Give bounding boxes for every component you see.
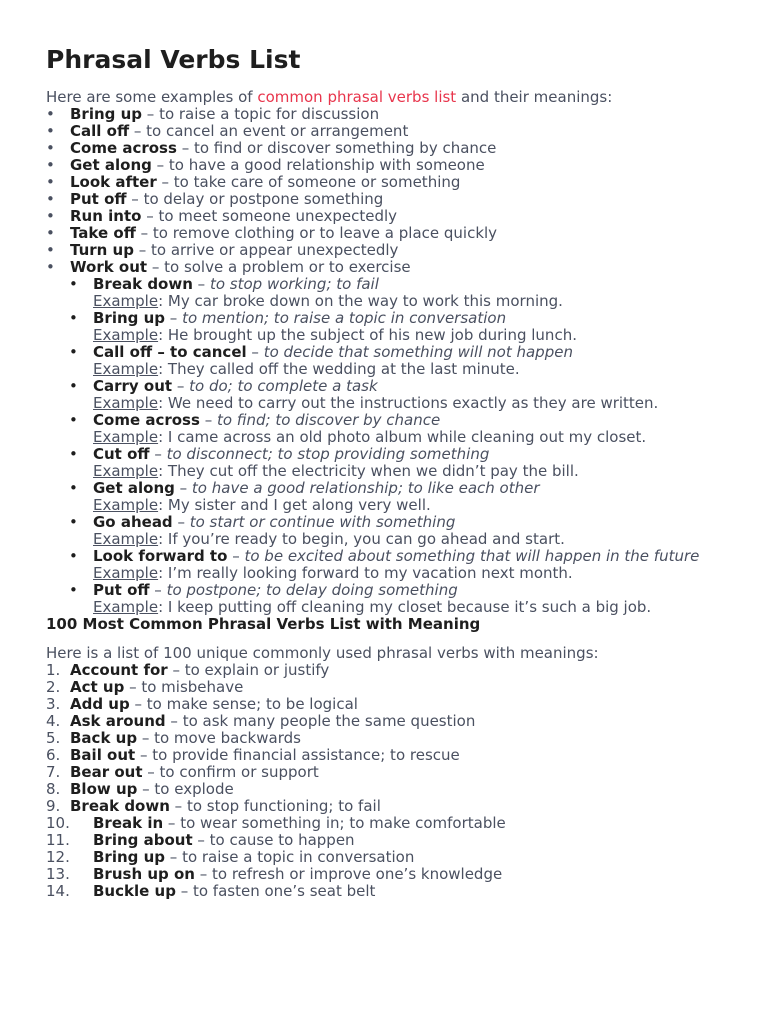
phrasal-verb: Take off: [70, 224, 136, 242]
numbered-item: [46, 764, 722, 781]
phrasal-verb: Look forward to: [93, 547, 228, 565]
verb-meaning: – to have a good relationship with someone: [151, 156, 485, 174]
separator: –: [199, 411, 217, 429]
verb-meaning: – to find or discover something by chance: [176, 139, 497, 157]
example-item: [46, 480, 722, 514]
example-label: Example: [93, 598, 159, 616]
example-label: Example: [93, 394, 159, 412]
item-number: 4.: [46, 712, 61, 730]
verb-meaning: – to move backwards: [137, 729, 301, 747]
list-item: [46, 225, 722, 242]
phrasal-verb: Turn up: [70, 241, 134, 259]
phrasal-verb: Bring about: [93, 831, 193, 849]
verb-meaning: to mention; to raise a topic in conversation: [182, 309, 507, 327]
numbered-item: [46, 866, 722, 883]
example-label: Example: [93, 292, 159, 310]
phrasal-verb: Back up: [70, 729, 138, 747]
item-number: 8.: [46, 780, 61, 798]
item-number: 5.: [46, 729, 61, 747]
phrasal-verb: Get along: [93, 479, 175, 497]
phrasal-verb: Ask around: [70, 712, 166, 730]
example-label: Example: [93, 564, 159, 582]
item-number: 2.: [46, 678, 61, 696]
phrasal-verb: Bring up: [70, 105, 143, 123]
example-label: Example: [93, 360, 159, 378]
intro-text-end: and their meanings:: [456, 88, 613, 106]
list-item: [46, 259, 722, 276]
verb-meaning: to be excited about something that will happen in the future: [244, 547, 700, 565]
numbered-item: [46, 713, 722, 730]
phrasal-verbs-examples-list: [46, 276, 722, 616]
verb-meaning: – to raise a topic in conversation: [165, 848, 415, 866]
verb-meaning: – to remove clothing or to leave a place quickly: [135, 224, 498, 242]
list-item: [46, 174, 722, 191]
numbered-item: [46, 798, 722, 815]
phrasal-verb: Break down: [70, 797, 170, 815]
verb-meaning: – to refresh or improve one’s knowledge: [194, 865, 503, 883]
phrasal-verb: Put off: [70, 190, 127, 208]
example-sentence: : I’m really looking forward to my vacation next month.: [158, 564, 573, 582]
verb-meaning: – to delay or postpone something: [126, 190, 384, 208]
phrasal-verb: Cut off: [93, 445, 150, 463]
example-item: [46, 446, 722, 480]
example-item: [46, 310, 722, 344]
item-number: 3.: [46, 695, 61, 713]
common-phrasal-verbs-link[interactable]: common phrasal verbs list: [257, 88, 457, 106]
verb-meaning: – to solve a problem or to exercise: [147, 258, 411, 276]
verb-meaning: – to wear something in; to make comfortable: [163, 814, 506, 832]
example-sentence: : They cut off the electricity when we didn’t pay the bill.: [158, 462, 579, 480]
phrasal-verb: Break down: [93, 275, 193, 293]
item-number: 9.: [46, 797, 61, 815]
example-label: Example: [93, 428, 159, 446]
example-sentence: : I keep putting off cleaning my closet because it’s such a big job.: [158, 598, 652, 616]
separator: –: [172, 377, 190, 395]
numbered-item: [46, 696, 722, 713]
example-item: [46, 276, 722, 310]
numbered-item: [46, 662, 722, 679]
numbered-item: [46, 781, 722, 798]
item-number: 6.: [46, 746, 61, 764]
phrasal-verb: Look after: [70, 173, 157, 191]
list-item: [46, 123, 722, 140]
separator: –: [246, 343, 264, 361]
verb-meaning: – to explain or justify: [167, 661, 330, 679]
list-item: [46, 242, 722, 259]
phrasal-verb: Add up: [70, 695, 130, 713]
list-item: [46, 191, 722, 208]
verb-meaning: to start or continue with something: [189, 513, 456, 531]
verb-meaning: to have a good relationship; to like each other: [191, 479, 540, 497]
example-label: Example: [93, 326, 159, 344]
item-number: 7.: [46, 763, 61, 781]
phrasal-verb: Act up: [70, 678, 125, 696]
example-sentence: : If you’re ready to begin, you can go ahead and start.: [158, 530, 565, 548]
separator: –: [149, 445, 167, 463]
list-item: [46, 208, 722, 225]
example-label: Example: [93, 496, 159, 514]
phrasal-verb: Bring up: [93, 309, 166, 327]
verb-meaning: – to misbehave: [124, 678, 244, 696]
phrasal-verb: Work out: [70, 258, 148, 276]
phrasal-verb: Buckle up: [93, 882, 176, 900]
item-number: 11.: [46, 831, 70, 849]
verb-meaning: – to take care of someone or something: [156, 173, 461, 191]
example-sentence: : We need to carry out the instructions exactly as they are written.: [158, 394, 659, 412]
item-number: 12.: [46, 848, 70, 866]
verb-meaning: – to provide financial assistance; to rescue: [135, 746, 460, 764]
numbered-item: [46, 849, 722, 866]
verb-meaning: – to cancel an event or arrangement: [129, 122, 409, 140]
verb-meaning: – to confirm or support: [142, 763, 319, 781]
phrasal-verb: Get along: [70, 156, 152, 174]
phrasal-verb: Bail out: [70, 746, 136, 764]
verb-meaning: to decide that something will not happen: [263, 343, 573, 361]
phrasal-verb: Bring up: [93, 848, 166, 866]
phrasal-verb: Brush up on: [93, 865, 195, 883]
separator: –: [165, 309, 183, 327]
example-item: [46, 378, 722, 412]
numbered-item: [46, 730, 722, 747]
separator: –: [227, 547, 245, 565]
example-item: [46, 514, 722, 548]
verb-meaning: – to fasten one’s seat belt: [175, 882, 376, 900]
verb-meaning: to disconnect; to stop providing something: [166, 445, 490, 463]
phrasal-verb: Break in: [93, 814, 164, 832]
phrasal-verb: Put off: [93, 581, 150, 599]
example-label: Example: [93, 530, 159, 548]
phrasal-verb: Come across: [70, 139, 177, 157]
intro-text-start: Here are some examples of: [46, 88, 258, 106]
example-item: [46, 412, 722, 446]
item-number: 10.: [46, 814, 70, 832]
phrasal-verb: Call off: [70, 122, 130, 140]
verb-meaning: – to cause to happen: [192, 831, 355, 849]
phrasal-verb: Carry out: [93, 377, 173, 395]
phrasal-verb: Run into: [70, 207, 142, 225]
verb-meaning: – to arrive or appear unexpectedly: [133, 241, 399, 259]
example-sentence: : He brought up the subject of his new job during lunch.: [158, 326, 577, 344]
separator: –: [172, 513, 190, 531]
separator: –: [174, 479, 192, 497]
verb-meaning: to stop working; to fail: [209, 275, 379, 293]
verb-meaning: – to make sense; to be logical: [129, 695, 358, 713]
item-number: 13.: [46, 865, 70, 883]
verb-meaning: – to stop functioning; to fail: [169, 797, 381, 815]
numbered-phrasal-verbs-list: [46, 662, 722, 900]
example-item: [46, 548, 722, 582]
intro-paragraph: [46, 89, 722, 106]
verb-meaning: – to ask many people the same question: [165, 712, 476, 730]
section-intro: Here is a list of 100 unique commonly used phrasal verbs with meanings:: [46, 644, 599, 662]
list-item: [46, 140, 722, 157]
phrasal-verb: Call off – to cancel: [93, 343, 247, 361]
verb-meaning: to do; to complete a task: [189, 377, 378, 395]
example-item: [46, 344, 722, 378]
phrasal-verb: Come across: [93, 411, 200, 429]
numbered-item: [46, 679, 722, 696]
phrasal-verb: Account for: [70, 661, 168, 679]
example-label: Example: [93, 462, 159, 480]
phrasal-verb: Go ahead: [93, 513, 173, 531]
separator: –: [192, 275, 210, 293]
list-item: [46, 157, 722, 174]
numbered-item: [46, 815, 722, 832]
example-sentence: : My sister and I get along very well.: [158, 496, 431, 514]
verb-meaning: to find; to discover by chance: [216, 411, 441, 429]
verb-meaning: to postpone; to delay doing something: [166, 581, 458, 599]
example-item: [46, 582, 722, 616]
example-sentence: : I came across an old photo album while cleaning out my closet.: [158, 428, 647, 446]
numbered-item: [46, 832, 722, 849]
verb-meaning: – to explode: [137, 780, 234, 798]
page-title: Phrasal Verbs List: [46, 45, 301, 74]
item-number: 14.: [46, 882, 70, 900]
numbered-item: [46, 747, 722, 764]
numbered-item: [46, 883, 722, 900]
verb-meaning: – to meet someone unexpectedly: [141, 207, 398, 225]
basic-phrasal-verbs-list: [46, 106, 722, 276]
phrasal-verb: Bear out: [70, 763, 143, 781]
phrasal-verb: Blow up: [70, 780, 138, 798]
example-sentence: : My car broke down on the way to work this morning.: [158, 292, 563, 310]
list-item: [46, 106, 722, 123]
verb-meaning: – to raise a topic for discussion: [142, 105, 380, 123]
item-number: 1.: [46, 661, 61, 679]
section-heading: 100 Most Common Phrasal Verbs List with Meaning: [46, 615, 481, 633]
separator: –: [149, 581, 167, 599]
example-sentence: : They called off the wedding at the last minute.: [158, 360, 520, 378]
